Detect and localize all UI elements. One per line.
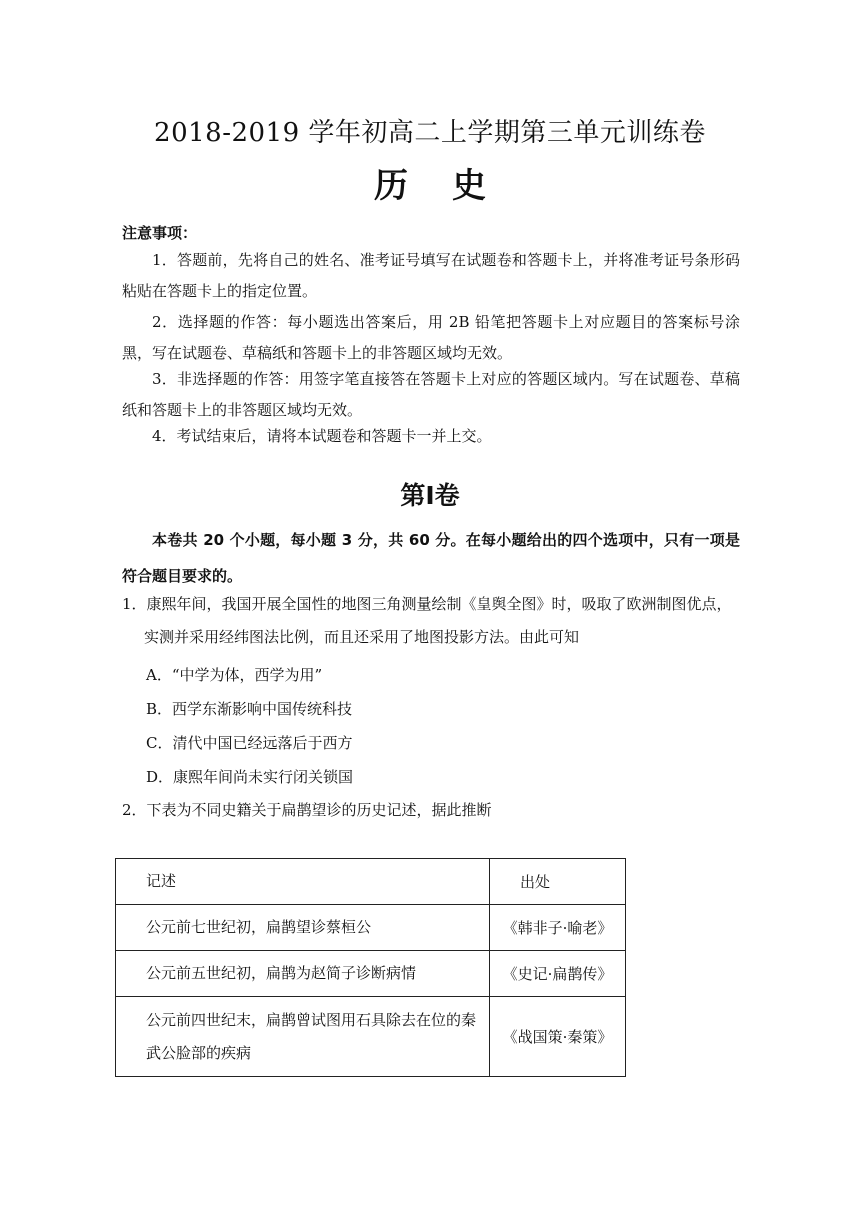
notice-item-4: 4．考试结束后，请将本试题卷和答题卡一并上交。 [152,427,492,445]
question-1-option-c: C．清代中国已经远落后于西方 [146,734,353,752]
question-1-option-a: A．“中学为体，西学为用” [146,666,323,684]
table-header-row [116,859,626,905]
table-cell-source: 《史记·扁鹊传》 [490,951,626,997]
table-cell-record: 公元前五世纪初，扁鹊为赵简子诊断病情 [116,951,490,997]
table-cell-record: 公元前四世纪末，扁鹊曾试图用石具除去在位的秦武公脸部的疾病 [116,997,490,1077]
question-1-option-d: D．康熙年间尚未实行闭关锁国 [146,768,354,786]
notice-item-2: 2．选择题的作答：每小题选出答案后，用 2B 铅笔把答题卡上对应题目的答案标号涂黑，写在试题卷、草稿纸和答题卡上的非答题区域均无效。 [122,313,740,362]
table-row [116,951,626,997]
subject-title: 历史 [374,166,530,206]
table-cell-source: 《战国策·秦策》 [490,997,626,1077]
section-title: 第Ⅰ卷 [400,481,460,510]
table-cell-record: 公元前七世纪初，扁鹊望诊蔡桓公 [116,905,490,951]
table-header-source: 出处 [490,859,626,905]
exam-title: 2018-2019 学年初高二上学期第三单元训练卷 [154,118,706,148]
question-1-stem: 1．康熙年间，我国开展全国性的地图三角测量绘制《皇舆全图》时，吸取了欧洲制图优点，实测并采用经纬图法比例，而且还采用了地图投影方法。由此可知 [122,595,732,646]
question-1-option-b: B．西学东渐影响中国传统科技 [146,700,353,718]
table-row [116,997,626,1077]
notice-item-1: 1．答题前，先将自己的姓名、准考证号填写在试题卷和答题卡上，并将准考证号条形码粘贴在答题卡上的指定位置。 [122,251,740,300]
notice-item-3: 3．非选择题的作答：用签字笔直接答在答题卡上对应的答题区域内。写在试题卷、草稿纸和答题卡上的非答题区域均无效。 [122,370,740,419]
table-cell-source: 《韩非子·喻老》 [490,905,626,951]
records-table [115,858,626,1077]
table-header-record: 记述 [116,859,490,905]
table-row [116,905,626,951]
notice-heading: 注意事项： [122,224,198,242]
question-2-stem: 2．下表为不同史籍关于扁鹊望诊的历史记述，据此推断 [122,801,492,819]
section-intro: 本卷共 20 个小题，每小题 3 分，共 60 分。在每小题给出的四个选项中，只有一项是符合题目要求的。 [122,531,740,585]
